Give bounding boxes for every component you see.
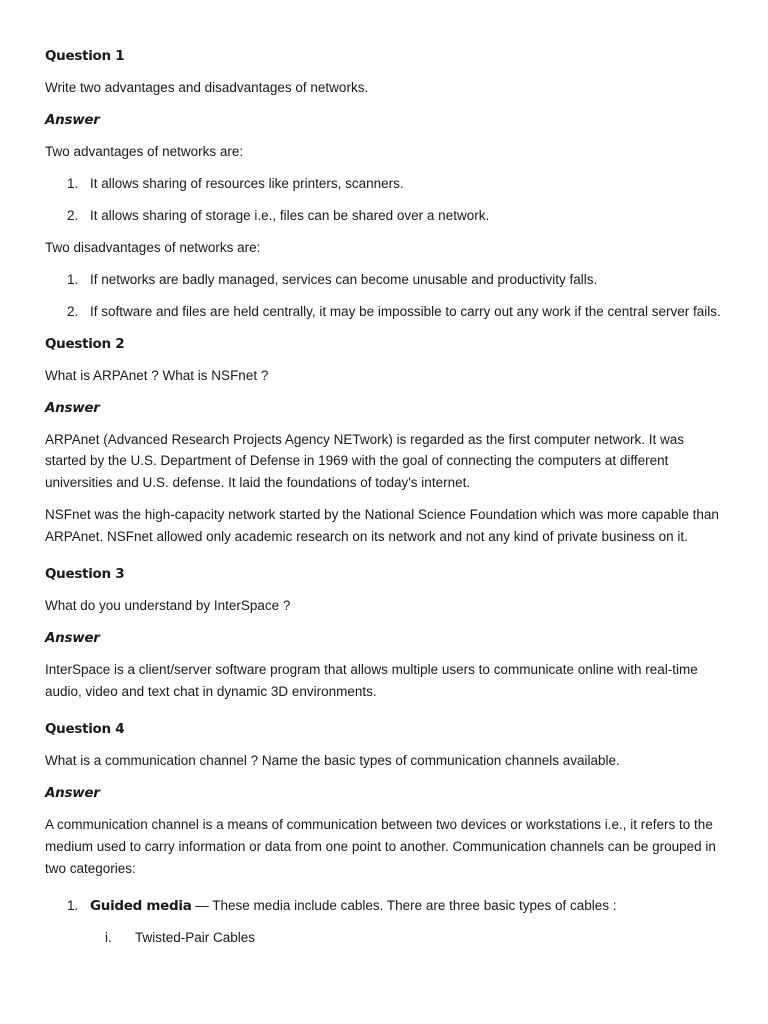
question-3-section	[45, 558, 725, 702]
question-heading: Question 2	[45, 335, 125, 352]
question-text: What is a communication channel ? Name the basic types of communication channels available.	[45, 753, 620, 769]
answer-paragraph: NSFnet was the high-capacity network started by the National Science Foundation which was more capable than ARPAnet. NSFnet allowed only academic research on its network and not any kind of private business on it.	[45, 507, 719, 545]
answer-paragraph: A communication channel is a means of communication between two devices or workstations i.e., it refers to the medium used to carry information or data from one point to another. Communication channels can be grouped in two categories:	[45, 817, 716, 876]
list-item	[45, 890, 725, 922]
list-number: 1.	[67, 176, 79, 191]
question-4-section	[45, 713, 725, 954]
list-number: 1.	[67, 897, 79, 913]
list-item	[45, 296, 725, 323]
list-item-text: — These media include cables. There are three basic types of cables :	[191, 897, 617, 913]
answer-heading: Answer	[45, 785, 100, 802]
list-item	[45, 264, 725, 296]
question-text: Write two advantages and disadvantages of networks.	[45, 80, 369, 95]
list-number: 2.	[67, 208, 79, 223]
cable-types-list	[45, 922, 725, 954]
question-heading: Question 3	[45, 566, 125, 583]
list-item-text: It allows sharing of storage i.e., files can be shared over a network.	[90, 208, 490, 223]
answer-heading: Answer	[45, 399, 100, 416]
document-page	[45, 40, 725, 954]
list-number: i.	[105, 929, 112, 945]
list-item	[45, 200, 725, 232]
answer-heading: Answer	[45, 112, 100, 128]
sub-list-item-text: Twisted-Pair Cables	[135, 929, 256, 945]
disadvantages-list	[45, 264, 725, 323]
list-number: 2.	[67, 304, 79, 319]
list-item-text: It allows sharing of resources like printers, scanners.	[90, 176, 404, 191]
question-heading: Question 4	[45, 721, 125, 738]
question-text: What do you understand by InterSpace ?	[45, 598, 291, 614]
media-type-title: Guided media	[90, 897, 192, 914]
answer-paragraph: InterSpace is a client/server software program that allows multiple users to communicate online with real-time audio, video and text chat in dynamic 3D environments.	[45, 662, 698, 699]
sub-list-item	[45, 922, 725, 954]
question-2-section	[45, 328, 725, 548]
channel-types-list	[45, 890, 725, 922]
list-item-text: If software and files are held centrally, it may be impossible to carry out any work if the central server fails.	[90, 304, 721, 319]
question-1-section	[45, 40, 725, 323]
answer-paragraph: ARPAnet (Advanced Research Projects Agency NETwork) is regarded as the first computer network. It was started by the U.S. Department of Defense in 1969 with the goal of connecting the computers at different universities and U.S. defense. It laid the foundations of today's internet.	[45, 431, 685, 491]
list-item	[45, 168, 725, 200]
question-text: What is ARPAnet ? What is NSFnet ?	[45, 367, 269, 383]
list-item-text: If networks are badly managed, services can become unusable and productivity falls.	[90, 272, 598, 287]
advantages-list	[45, 168, 725, 232]
answer-heading: Answer	[45, 630, 100, 647]
disadvantages-intro: Two disadvantages of networks are:	[45, 240, 261, 255]
advantages-intro: Two advantages of networks are:	[45, 144, 244, 159]
list-number: 1.	[67, 272, 79, 287]
question-heading: Question 1	[45, 48, 125, 64]
